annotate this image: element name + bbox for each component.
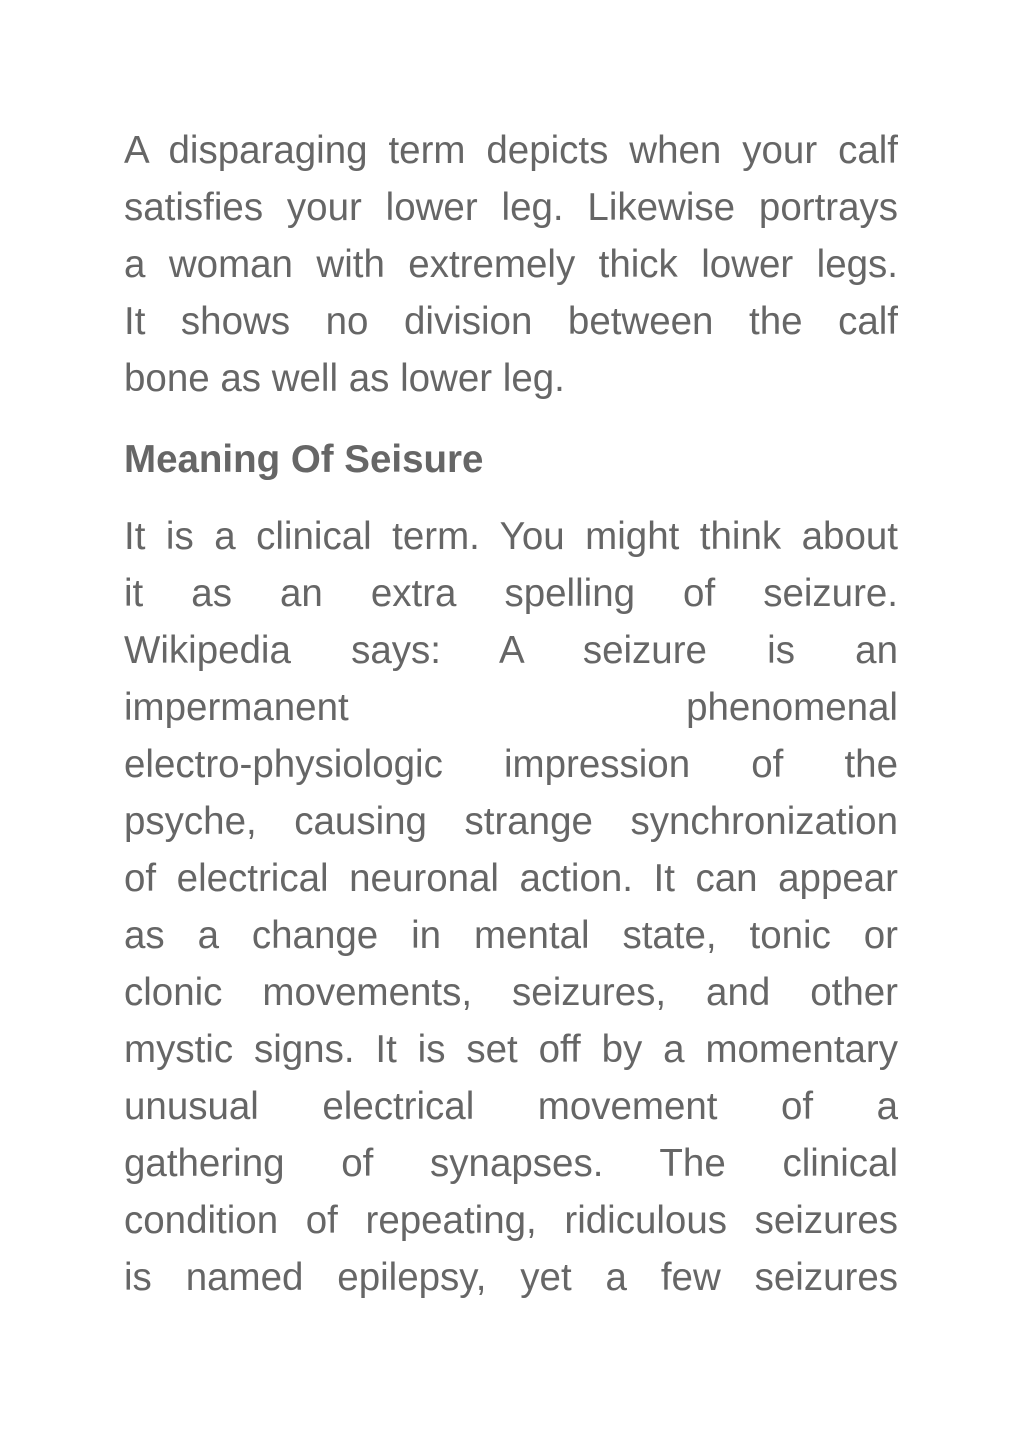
page-content xyxy=(124,122,898,1306)
paragraph-line: condition of repeating, ridiculous seizures xyxy=(124,1199,898,1242)
paragraph-line: it as an extra spelling of seizure. xyxy=(124,572,898,615)
paragraph-line: Wikipedia says: A seizure is an xyxy=(124,629,898,672)
section-heading: Meaning Of Seisure xyxy=(124,438,484,481)
paragraph-line: clonic movements, seizures, and other xyxy=(124,971,898,1014)
paragraph-line: bone as well as lower leg. xyxy=(124,357,565,400)
definition-paragraph xyxy=(124,508,898,1306)
paragraph-line: It shows no division between the calf xyxy=(124,300,898,343)
paragraph-line: psyche, causing strange synchronization xyxy=(124,800,898,843)
paragraph-line: satisfies your lower leg. Likewise portrays xyxy=(124,186,898,229)
paragraph-line: mystic signs. It is set off by a momentary xyxy=(124,1028,898,1071)
paragraph-line: is named epilepsy, yet a few seizures xyxy=(124,1256,898,1299)
paragraph-line: A disparaging term depicts when your calf xyxy=(124,129,898,172)
paragraph-line: of electrical neuronal action. It can appear xyxy=(124,857,898,900)
paragraph-line: It is a clinical term. You might think about xyxy=(124,515,898,558)
paragraph-line: impermanent phenomenal xyxy=(124,686,898,729)
intro-paragraph xyxy=(124,122,898,407)
paragraph-line: unusual electrical movement of a xyxy=(124,1085,898,1128)
paragraph-line: gathering of synapses. The clinical xyxy=(124,1142,898,1185)
paragraph-line: electro-physiologic impression of the xyxy=(124,743,898,786)
paragraph-line: a woman with extremely thick lower legs. xyxy=(124,243,898,286)
paragraph-line: as a change in mental state, tonic or xyxy=(124,914,898,957)
